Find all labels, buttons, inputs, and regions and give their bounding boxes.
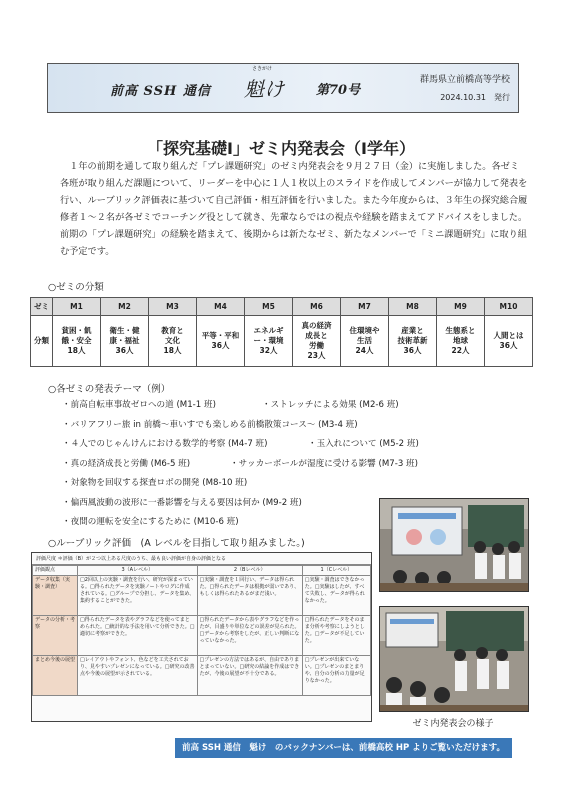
- seminar-cell: 衛生・健 康・福祉 36人: [101, 316, 149, 367]
- seminar-cell: 教育と 文化 18人: [149, 316, 197, 367]
- rubric-header: 3（Aレベル）: [78, 566, 198, 576]
- seminar-cell: 平等・平和 36人: [197, 316, 245, 367]
- seminar-cell: 真の経済 成長と 労働 23人: [293, 316, 341, 367]
- theme-row: ・偏西風波動の波形に一番影響を与える要因は何か (M9-2 班): [62, 497, 302, 508]
- intro-paragraph: １年の前期を通して取り組んだ「プレ課題研究」のゼミ内発表会を９月２７日（金）に実施しました。各ゼミ各班が取り組んだ課題について、リーダーを中心に１人１枚以上のスライドを作成してメンバーが協力して発表を行い、ルーブリック評価表に基づいて自己評価・相互評価を行いました。また今年度からは、３年生の探究総合履修者１～２名が各ゼミでコーチング役として就き、先輩ならではの視点や経験を踏まえてアドバイスをしました。前期の「プレ課題研究」の経験を踏まえて、後期からは新たなゼミ、新たなメンバーで「ミニ課題研究」に取り組む予定です。: [60, 161, 528, 257]
- rubric-header: 評価観点: [33, 566, 78, 576]
- rubric-cell: □得られたデータをそのまま分析や考察にしようとした。□データが不足していた。: [302, 616, 370, 656]
- photo-caption: ゼミ内発表会の様子: [412, 719, 494, 729]
- rubric-cell: □2回以上の実験・調査を行い、研究が深まっている。□得られたデータを実験ノートやログに作成されている。□グループで分担し、データを集め、集約することができた。: [78, 576, 198, 616]
- seminar-id: M2: [101, 298, 149, 316]
- classroom-photo-1: [379, 498, 529, 592]
- publish-date: 2024.10.31 発行: [440, 93, 510, 102]
- seminar-cell: 産業と 技術革新 36人: [389, 316, 437, 367]
- seminar-class-row: [31, 316, 533, 367]
- rubric-section-title: ○ルーブリック評価 (A レベルを目指して取り組みました。): [48, 538, 305, 549]
- seminar-id: M4: [197, 298, 245, 316]
- school-name: 群馬県立前橋高等学校: [419, 75, 510, 85]
- theme-list: [62, 398, 419, 535]
- rubric-header: 1（Cレベル）: [302, 566, 370, 576]
- theme-row: ・対象物を回収する探査ロボの開発 (M8-10 班): [62, 478, 248, 488]
- rubric-cell: □プレゼンの方法ではあるが、自由でありまとまっていない。□研究の結論を作成はできたが、今後の展望が不十分である。: [197, 656, 302, 696]
- rubric-cell: □得られたデータから表やグラフなどを作ったが、目盛りや単位などの誤差が見られた。□データから考察をしたが、正しい判断になっていなかった。: [197, 616, 302, 656]
- issue-number: 第70号: [316, 83, 361, 98]
- seminar-cell: 住環境や 生活 24人: [341, 316, 389, 367]
- seminar-id: M3: [149, 298, 197, 316]
- seminar-id: M6: [293, 298, 341, 316]
- footer-banner: 前高 SSH 通信 魁け のバックナンバーは、前橋高校 HP よりご覧いただけます。: [175, 738, 512, 758]
- rubric-cell: □レイアウトやフォント、色などを工夫されており、見やすいプレゼンになっている。□研究の改善点や今後の展望が示されている。: [78, 656, 198, 696]
- seminar-cell: 人間とは 36人: [485, 316, 533, 367]
- seminar-cell: 貧困・飢 餓・安全 18人: [53, 316, 101, 367]
- seminar-id: M10: [485, 298, 533, 316]
- rubric-cell: □得られたデータを表やグラフなどを使ってまとめられた。□統計的な手法を用いて分析できた。□適切に考察ができた。: [78, 616, 198, 656]
- seminar-table: [30, 297, 533, 367]
- rubric-cell: □実験・調査はできなかった。□実験はしたが、すべて失敗し、データが得られなかった。: [302, 576, 370, 616]
- rubric-header: 2（Bレベル）: [197, 566, 302, 576]
- page-title: 「探究基礎Ⅰ」ゼミ内発表会（Ⅰ学年）: [147, 139, 415, 158]
- themes-section-title: ○各ゼミの発表テーマ（例）: [48, 384, 171, 395]
- kanji-ruby: さきがけ: [252, 66, 273, 72]
- classroom-photo-2-graphic: [380, 607, 528, 711]
- rubric-row-label: まとめ今後の展望: [33, 656, 78, 696]
- rubric-table-image: [31, 552, 372, 722]
- rubric-row-label: データ収集（実験・調査）: [33, 576, 78, 616]
- theme-row: ・真の経済成長と労働 (M6-5 班) ・サッカーボールが湿度に受ける影響 (M7-3 班): [62, 458, 418, 469]
- classroom-photo-2: [379, 606, 529, 712]
- seminar-id: M1: [53, 298, 101, 316]
- newsletter-banner: [47, 63, 519, 113]
- theme-row: ・夜間の運転を安全にするために (M10-6 班): [62, 517, 239, 527]
- row-header-class: 分類: [31, 316, 53, 367]
- seminar-id: M7: [341, 298, 389, 316]
- rubric-row-label: データの分析・考察: [33, 616, 78, 656]
- rubric-cell: □プレゼンが出来ていない。□プレゼンのまとまりや、自分の分析の力量が足りなかった。: [302, 656, 370, 696]
- seminar-id: M8: [389, 298, 437, 316]
- theme-row: ・４人でのじゃんけんにおける数学的考察 (M4-7 班) ・玉入れについて (M5-2 班): [62, 439, 419, 449]
- seminar-cell: エネルギ ー・環境 32人: [245, 316, 293, 367]
- row-header-seminar: ゼミ: [31, 298, 53, 316]
- theme-row: ・バリアフリー旅 in 前橋～車いすでも楽しめる前橋散策コース～ (M3-4 班): [62, 419, 358, 430]
- rubric-cell: □実験・調査を１回行い、データは得られた。□得られたデータは根拠が弱いであり、もしくは得られたあるがまだ浅い。: [197, 576, 302, 616]
- seminar-id: M9: [437, 298, 485, 316]
- classroom-photo-1-graphic: [380, 499, 528, 591]
- newsletter-title: 前高 SSH 通信: [110, 84, 211, 99]
- seminar-cell: 生態系と 地球 22人: [437, 316, 485, 367]
- newsletter-name: 魁け: [244, 77, 284, 101]
- rubric-note: 評価尺度 ＊評価（B）が２つ以上ある尺度のうち、最も良い評価が自身の評価となる: [32, 553, 371, 565]
- theme-row: ・前高自転車事故ゼロへの道 (M1-1 班) ・ストレッチによる効果 (M2-6 班): [62, 400, 399, 410]
- seminar-id: M5: [245, 298, 293, 316]
- seminar-id-row: [31, 298, 533, 316]
- seminar-section-title: ○ゼミの分類: [48, 282, 104, 293]
